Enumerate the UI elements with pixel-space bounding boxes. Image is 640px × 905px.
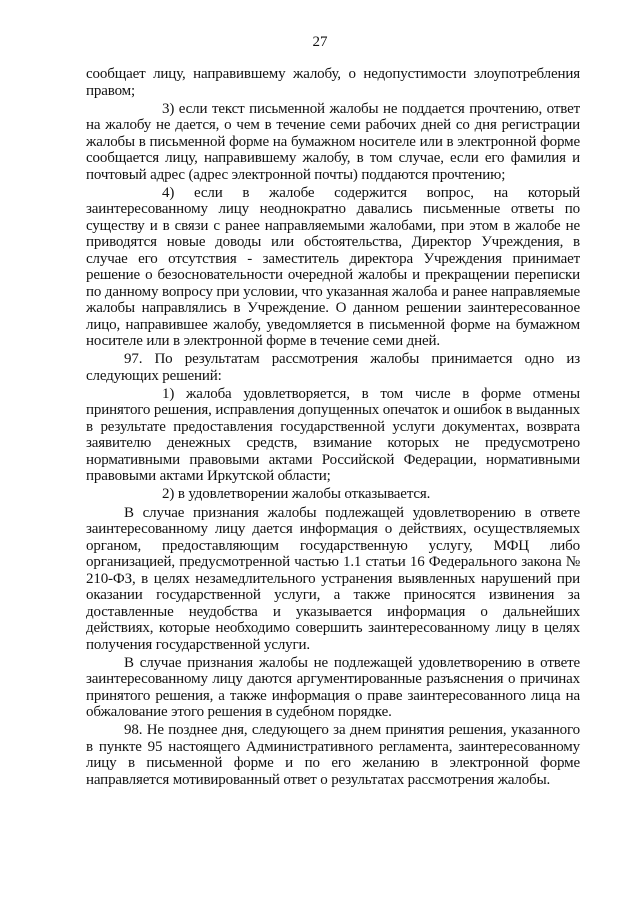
paragraph-rejected-case <box>86 655 580 721</box>
paragraph-text: В случае признания жалобы не подлежащей удовлетворению в ответе заинтересованному лицу даются аргументированные разъяснения о причинах принятого решения, а также информация о праве заинтересованного лица на обжалование этого решения в судебном порядке. <box>86 654 580 721</box>
paragraph-text: в удовлетворении жалобы отказывается. <box>177 486 431 503</box>
document-body <box>86 66 580 790</box>
clause-98 <box>86 722 580 788</box>
list-item-1 <box>86 386 580 485</box>
list-number: 2) <box>162 486 175 503</box>
paragraph-text: 98. Не позднее дня, следующего за днем принятия решения, указанного в пункте 95 настоящего Административного регламента, заинтересованному лицу в письменной форме и по его желанию в электронной форме направляется мотивированный ответ о результатах рассмотрения жалобы. <box>86 722 580 788</box>
paragraph-text: сообщает лицу, направившему жалобу, о недопустимости злоупотребления правом; <box>86 66 580 99</box>
clause-97 <box>86 351 580 384</box>
list-number: 4) <box>162 184 175 201</box>
paragraph-text: жалоба удовлетворяется, в том числе в форме отмены принятого решения, исправления допущенных опечаток и ошибок в выданных в результате предоставления государственной услуги документах, возврата заявителю денежных средств, взимание которых не предусмотрено нормативными правовыми актами Российской Федерации, нормативными правовыми актами Иркутской области; <box>86 385 580 485</box>
list-item-4 <box>86 185 580 350</box>
paragraph-text: если текст письменной жалобы не поддается прочтению, ответ на жалобу не дается, о чем в течение семи рабочих дней со дня регистрации жалобы в письменной форме на бумажном носителе или в электронной форме сообщается лицу, направившему жалобу, в том случае, если его фамилия и почтовый адрес (адрес электронной почты) поддаются прочтению; <box>86 100 580 183</box>
paragraph-text: В случае признания жалобы подлежащей удовлетворению в ответе заинтересованному лицу дается информация о действиях, осуществляемых органом, предоставляющим государственную услугу, МФЦ либо организацией, предусмотренной частью 1.1 статьи 16 Федерального закона № 210-ФЗ, в целях незамедлительного устранения выявленных нарушений при оказании государственной услуги, а также приносятся извинения за доставленные неудобства и указывается информация о дальнейших действиях, которые необходимо совершить заинтересованному лицу в целях получения государственной услуги. <box>86 504 580 653</box>
paragraph-text: если в жалобе содержится вопрос, на который заинтересованному лицу неоднократно давались письменные ответы по существу и в связи с ранее направляемыми жалобами, при этом в жалобе не приводятся новые доводы или обстоятельства, Директор Учреждения, в случае его отсутствия - заместитель директора Учреждения принимает решение о безосновательности очередной жалобы и прекращении переписки по данному вопросу при условии, что указанная жалоба и ранее направляемые жалобы направлялись в Учреждение. О данном решении заинтересованное лицо, направившее жалобу, уведомляется в письменной форме на бумажном носителе или в электронной форме в течение семи дней. <box>86 184 580 350</box>
page-number: 27 <box>312 34 328 50</box>
list-item-2 <box>86 486 580 503</box>
paragraph-continuation <box>86 66 580 99</box>
list-number: 1) <box>162 385 175 402</box>
list-item-3 <box>86 101 580 184</box>
list-number: 3) <box>162 100 175 117</box>
paragraph-text: 97. По результатам рассмотрения жалобы принимается одно из следующих решений: <box>86 351 580 384</box>
paragraph-satisfied-case <box>86 505 580 654</box>
